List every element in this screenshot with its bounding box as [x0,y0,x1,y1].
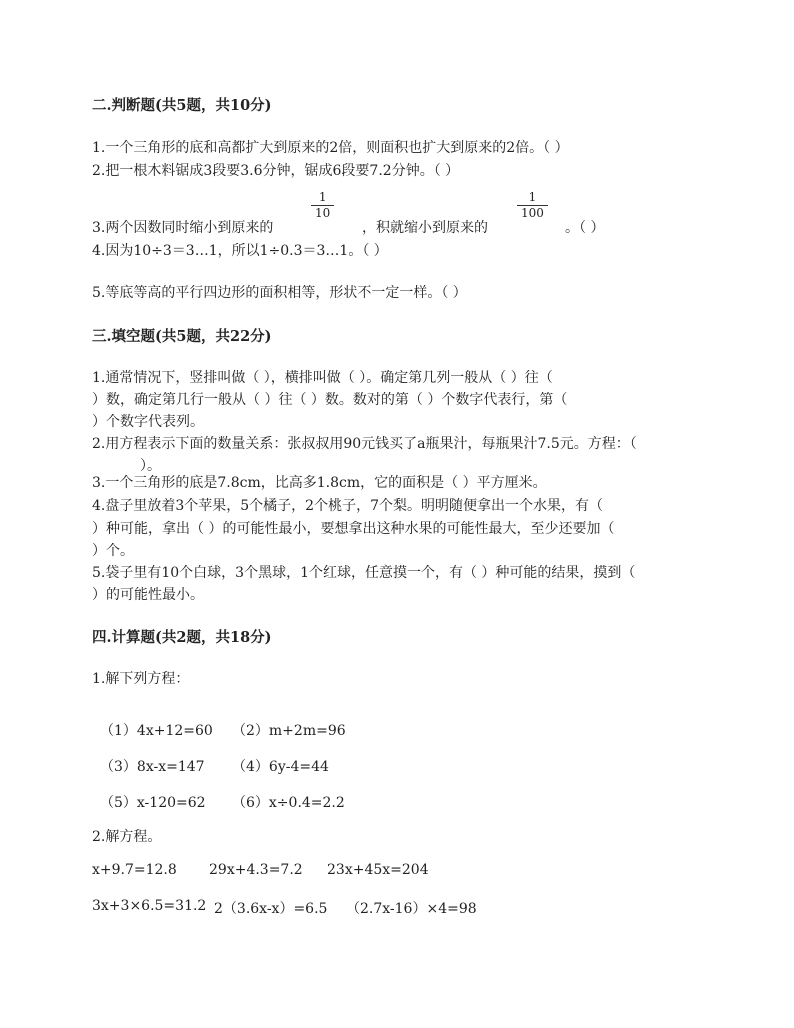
judge-question-4: 4.因为10÷3＝3…1，所以1÷0.3＝3…1。（ ） [92,243,388,259]
fill-question-5-line-2: ）的可能性最小。 [92,587,204,603]
fraction-numerator: 1 [318,190,327,204]
fraction-one-tenth [311,190,334,221]
fill-question-4-line-1: 4.盘子里放着3个苹果，5个橘子，2个桃子，7个梨。明明随便拿出一个水果，有（ [92,498,603,514]
fill-question-4-line-3: ）个。 [92,543,134,559]
calc-question-2-title: 2.解方程。 [92,829,162,845]
section-heading-calc: 四.计算题(共2题，共18分) [92,629,272,646]
equation-row1-1: x+9.7=12.8 [92,862,177,878]
equation-5: （5）x-120=62 [100,795,206,811]
fill-question-4-line-2: ）种可能，拿出（ ）的可能性最小，要想拿出这种水果的可能性最大，至少还要加（ [92,521,615,537]
fill-question-1-line-1: 1.通常情况下，竖排叫做（ ），横排叫做（ ）。确定第几列一般从（ ）往（ [92,370,553,386]
judge-question-5: 5.等底等高的平行四边形的面积相等，形状不一定一样。（ ） [92,285,467,301]
equation-4: （4）6y-4=44 [232,759,329,775]
section-heading-fill: 三.填空题(共5题，共22分) [92,328,272,345]
equation-3: （3）8x-x=147 [100,759,205,775]
fill-question-5-line-1: 5.袋子里有10个白球，3个黑球，1个红球，任意摸一个，有（ ）种可能的结果，摸到（ [92,565,636,581]
calc-question-1-title: 1.解下列方程： [92,671,190,687]
equation-row2-1: 3x+3×6.5=31.2 [92,898,207,914]
fraction-one-hundredth [517,190,548,221]
judge-question-3-part-a: 3.两个因数同时缩小到原来的 [92,220,274,236]
equation-row1-3: 23x+45x=204 [327,862,429,878]
judge-question-2: 2.把一根木料锯成3段要3.6分钟，锯成6段要7.2分钟。（ ） [92,163,460,179]
equation-2: （2）m+2m=96 [232,723,346,739]
fill-question-2-line-2: ）。 [140,458,161,474]
equation-row2-3: （2.7x-16）×4=98 [346,901,477,917]
fraction-denominator: 100 [517,205,548,221]
fill-question-2-line-1: 2.用方程表示下面的数量关系：张叔叔用90元钱买了a瓶果汁，每瓶果汁7.5元。方程：（ [92,436,637,452]
equation-row1-2: 29x+4.3=7.2 [209,862,303,878]
fill-question-3: 3.一个三角形的底是7.8cm，比高多1.8cm，它的面积是（ ）平方厘米。 [92,475,547,491]
equation-row2-2: 2（3.6x-x）=6.5 [214,901,328,917]
fill-question-1-line-3: ）个数字代表列。 [92,414,204,430]
fraction-numerator: 1 [528,190,537,204]
equation-1: （1）4x+12=60 [100,723,213,739]
judge-question-1: 1.一个三角形的底和高都扩大到原来的2倍，则面积也扩大到原来的2倍。（ ） [92,140,569,156]
judge-question-3-part-b: ，积就缩小到原来的 [362,220,488,236]
equation-6: （6）x÷0.4=2.2 [232,795,345,811]
judge-question-3-part-c: 。（ ） [565,220,605,236]
fill-question-1-line-2: ）数，确定第几行一般从（ ）往（ ）数。数对的第（ ）个数字代表行，第（ [92,392,568,408]
fraction-denominator: 10 [311,205,334,221]
section-heading-judge: 二.判断题(共5题，共10分) [92,97,272,114]
